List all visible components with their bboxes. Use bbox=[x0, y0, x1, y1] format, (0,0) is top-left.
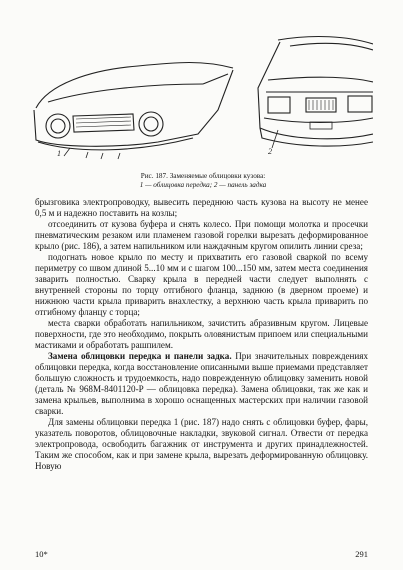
car-body-illustration bbox=[28, 30, 373, 170]
paragraph-3: подогнать новое крыло по месту и прихватить его газовой сваркой по всему периметру со швом длиной 5...10 мм и с шагом 100...150 мм, затем места соединения заварить полностью. Сварку крыла в передней части следует выполнять с внутренней стороны по торцу отгибного фланца, заднюю (в дверном проеме) и нижнюю части крыла приварить внахлестку, а верхнюю часть крыла приварить по отгибному фланцу с торца; bbox=[35, 252, 368, 317]
figure-car-body-panels bbox=[28, 30, 373, 170]
front-end-drawing bbox=[34, 63, 233, 160]
paragraph-last: Для замены облицовки передка 1 (рис. 187) надо снять с облицовки буфер, фары, указатель поворотов, облицовочные накладки, звуковой сигнал. Отвести от передка электропровода, освободить багажник от инструмента и других принадлежностей. Таким же способом, как и при замене крыла, вырезать деформированную облицовку. Новую bbox=[35, 417, 368, 471]
paragraph-section bbox=[35, 351, 368, 417]
callout-2-label: 2 bbox=[268, 147, 272, 156]
callout-1-label: 1 bbox=[57, 149, 61, 158]
caption-title: Рис. 187. Заменяемые облицовки кузова: bbox=[140, 172, 266, 180]
paragraph-4: места сварки обработать напильником, зачистить абразивным кругом. Лицевые поверхности, где это необходимо, покрыть оловянистым припоем или специальными мастиками и обработать рашпилем. bbox=[35, 318, 368, 350]
section-heading: Замена облицовки передка и панели задка. bbox=[48, 351, 232, 361]
caption-legend: 1 — облицовка передка; 2 — панель задка bbox=[139, 180, 267, 189]
page-number: 291 bbox=[355, 549, 368, 559]
rear-end-drawing bbox=[258, 37, 373, 148]
body-text bbox=[35, 197, 368, 472]
paragraph-2: отсоединить от кузова буфера и снять колесо. При помощи молотка и просечки пневматическим резаком или пламенем газовой горелки вырезать деформированное крыло (рис. 186), а затем напильником или наждачным кругом опилить линии среза; bbox=[35, 219, 368, 251]
section-paragraph-text: При значительных повреждениях облицовки передка, когда восстановление описанными выше приемами представляет большую сложность и трудоемкость, надо поврежденную облицовку заменить новой (деталь № 968М-8401120-Р — облицовка передка). Замена облицовки, так же как и замена крыльев, выполнима в хорошо оснащенных мастерских при наличии газовой сварки. bbox=[35, 351, 368, 416]
signature-mark: 10* bbox=[35, 549, 48, 559]
paragraph-1: брызговика электропроводку, вывесить переднюю часть кузова на высоту не менее 0,5 м и надежно поставить на козлы; bbox=[35, 197, 368, 218]
figure-caption bbox=[78, 172, 328, 190]
